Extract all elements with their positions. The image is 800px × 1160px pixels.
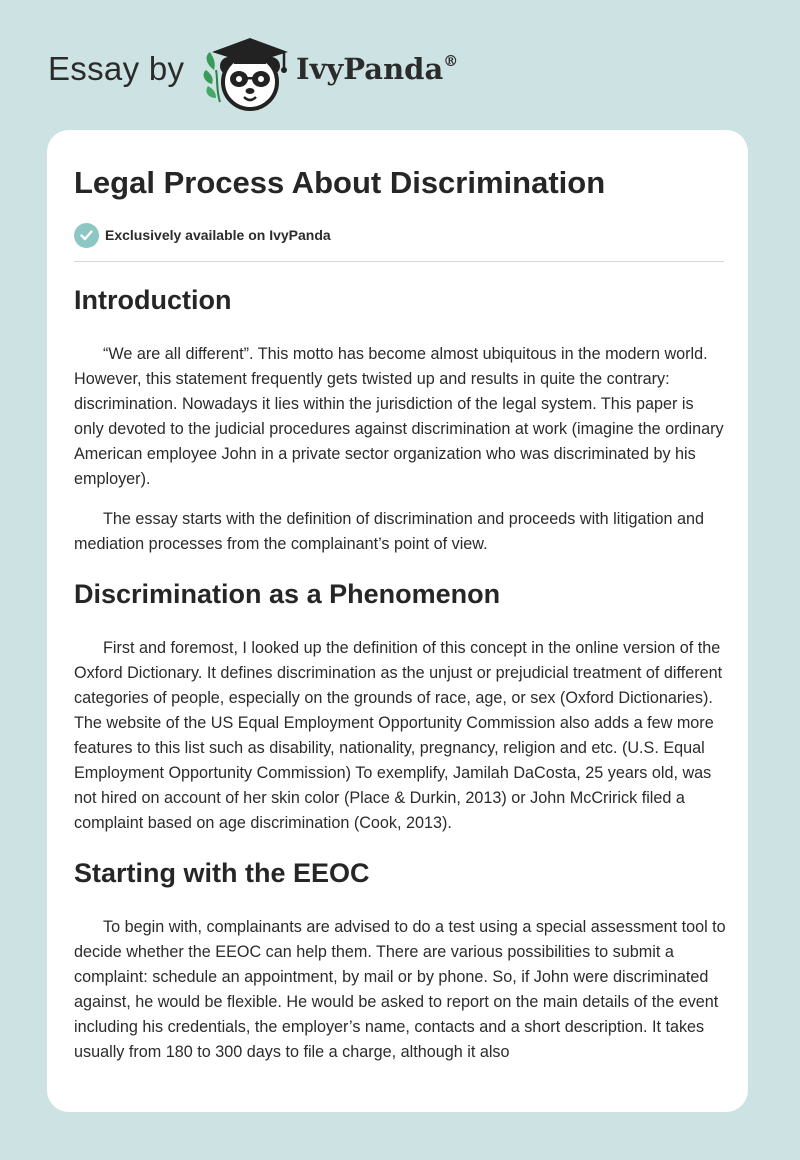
- essay-card: [47, 130, 748, 1112]
- essay-body: [74, 282, 726, 1065]
- paragraph: The essay starts with the definition of discrimination and proceeds with litigation and mediation processes from the complainant’s point of view.: [74, 510, 705, 553]
- paragraph: First and foremost, I looked up the definition of this concept in the online version of the Oxford Dictionary. It defines discrimination as the unjust or prejudicial treatment of different categories of people, especially on the grounds of race, age, or sex (Oxford Dictionaries). The website of the US Equal Employment Opportunity Commission also adds a few more features to this list such as disability, nationality, pregnancy, religion and etc. (U.S. Equal Employment Opportunity Commission) To exemplify, Jamilah DaCosta, 25 years old, was not hired on account of her skin color (Place & Durkin, 2013) or John McCririck filed a complaint based on age discrimination (Cook, 2013).: [74, 639, 723, 832]
- exclusive-badge: [74, 222, 331, 248]
- registered-mark: ®: [443, 52, 459, 71]
- panda-graduate-icon[interactable]: [202, 34, 292, 112]
- site-header: [48, 34, 528, 114]
- exclusive-label: Exclusively available on IvyPanda: [105, 227, 331, 243]
- page-title: Legal Process About Discrimination: [74, 165, 606, 200]
- checkmark-svg: [80, 230, 93, 241]
- paragraph: “We are all different”. This motto has become almost ubiquitous in the modern world. However, this statement frequently gets twisted up and results in quite the contrary: discrimination. Nowadays it lies within the jurisdiction of the legal system. This paper is only devoted to the judicial procedures against discrimination at work (imagine the ordinary American employee John in a private sector organization who was discriminated by his employer).: [74, 345, 724, 488]
- section-heading-discrimination-phenomenon: Discrimination as a Phenomenon: [74, 579, 501, 609]
- title-divider: [74, 261, 724, 262]
- essay-by-label: Essay by: [48, 50, 185, 87]
- paragraph: To begin with, complainants are advised to do a test using a special assessment tool to decide whether the EEOC can help them. There are various possibilities to submit a complaint: schedule an appointment, by mail or by phone. So, if John were discriminated against, he would be flexible. He would be asked to report on the main details of the event including his credentials, the employer’s name, contacts and a short description. It takes usually from 180 to 300 days to file a charge, although it also: [74, 918, 726, 1061]
- check-circle-icon: [74, 223, 99, 248]
- section-heading-introduction: Introduction: [74, 285, 232, 315]
- brand-name-text: IvyPanda: [296, 52, 444, 86]
- section-heading-starting-eeoc: Starting with the EEOC: [74, 858, 370, 888]
- panda-logo-svg: [202, 34, 292, 112]
- ivypanda-brand-name[interactable]: [296, 52, 458, 86]
